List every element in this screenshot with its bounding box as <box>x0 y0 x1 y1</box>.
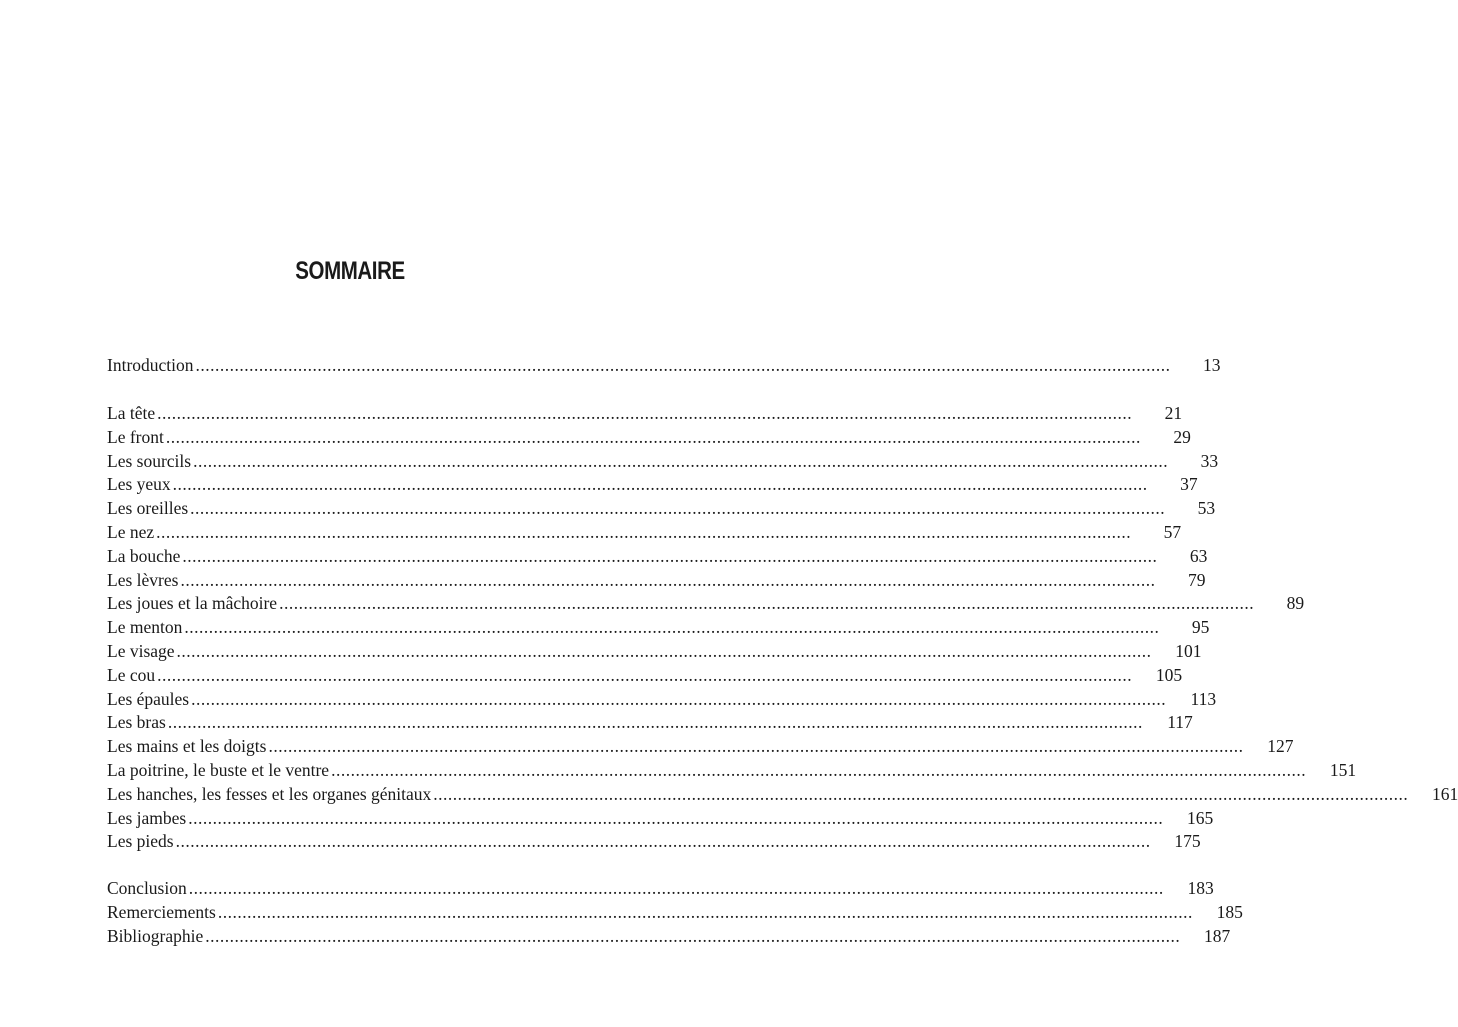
toc-entry <box>107 925 1231 949</box>
toc-dot-leader: ........................................................................................................................................................................................................ <box>217 901 1193 922</box>
toc-dot-leader: ........................................................................................................................................................................................................ <box>190 498 1166 519</box>
toc-entry-label: Remerciements <box>107 901 216 922</box>
toc-entry <box>107 830 1201 854</box>
toc-entry <box>107 426 1191 450</box>
toc-dot-leader: ........................................................................................................................................................................................................ <box>195 355 1171 375</box>
toc-entry <box>107 497 1216 521</box>
toc-dot-leader: ........................................................................................................................................................................................................ <box>184 617 1160 638</box>
toc-entry-label: La poitrine, le buste et le ventre <box>107 759 330 780</box>
toc-entry <box>107 807 1214 831</box>
toc-entry <box>107 688 1217 712</box>
toc-group-introduction <box>107 354 1221 378</box>
toc-entry <box>107 711 1193 735</box>
toc-entry-label: Les bras <box>107 712 166 733</box>
toc-entry-page-number: 161 <box>1432 783 1458 804</box>
toc-entry-page-number: 187 <box>1203 925 1231 946</box>
toc-entry <box>107 640 1202 664</box>
toc-dot-leader: ........................................................................................................................................................................................................ <box>172 474 1148 495</box>
toc-entry-label: Introduction <box>107 355 194 375</box>
toc-dot-leader: ........................................................................................................................................................................................................ <box>191 688 1167 709</box>
toc-dot-leader: ........................................................................................................................................................................................................ <box>188 807 1164 828</box>
toc-entry-label: Le cou <box>107 664 156 685</box>
toc-dot-leader: ........................................................................................................................................................................................................ <box>180 569 1156 590</box>
toc-dot-leader: ........................................................................................................................................................................................................ <box>205 925 1181 946</box>
toc-entry <box>107 877 1214 901</box>
toc-entry-page-number: 37 <box>1180 474 1198 495</box>
toc-entry-page-number: 63 <box>1189 545 1208 566</box>
toc-entry-page-number: 185 <box>1216 901 1243 922</box>
toc-group-chapters <box>107 402 1458 854</box>
toc-entry <box>107 783 1458 807</box>
toc-entry-label: Les joues et la mâchoire <box>107 593 278 614</box>
toc-entry-page-number: 53 <box>1197 498 1216 519</box>
toc-entry-page-number: 21 <box>1164 403 1183 423</box>
toc-entry <box>107 402 1183 426</box>
toc-entry-page-number: 29 <box>1173 426 1191 447</box>
toc-entry-label: Le visage <box>107 640 175 661</box>
toc-entry <box>107 735 1294 759</box>
toc-entry <box>107 521 1182 545</box>
toc-entry-label: Le front <box>107 426 164 447</box>
toc-dot-leader: ........................................................................................................................................................................................................ <box>157 664 1133 685</box>
page-title: SOMMAIRE <box>295 256 405 285</box>
toc-dot-leader: ........................................................................................................................................................................................................ <box>165 426 1141 447</box>
toc-entry-label: Le menton <box>107 617 183 638</box>
toc-dot-leader: ........................................................................................................................................................................................................ <box>176 640 1152 661</box>
toc-entry-page-number: 151 <box>1329 759 1357 780</box>
toc-dot-leader: ........................................................................................................................................................................................................ <box>268 736 1244 757</box>
toc-entry-label: Les hanches, les fesses et les organes génitaux <box>107 783 432 804</box>
toc-group-back-matter <box>107 877 1243 948</box>
toc-entry <box>107 450 1219 474</box>
toc-dot-leader: ........................................................................................................................................................................................................ <box>175 831 1151 852</box>
toc-entry-page-number: 183 <box>1187 878 1214 898</box>
toc-dot-leader: ........................................................................................................................................................................................................ <box>157 403 1133 423</box>
toc-entry-page-number: 33 <box>1200 450 1219 471</box>
toc-entry <box>107 616 1210 640</box>
toc-entry <box>107 901 1243 925</box>
toc-dot-leader: ........................................................................................................................................................................................................ <box>182 545 1158 566</box>
toc-dot-leader: ........................................................................................................................................................................................................ <box>167 712 1143 733</box>
toc-entry-label: Bibliographie <box>107 925 204 946</box>
toc-dot-leader: ........................................................................................................................................................................................................ <box>331 759 1307 780</box>
toc-dot-leader: ........................................................................................................................................................................................................ <box>156 521 1132 542</box>
toc-entry-page-number: 95 <box>1191 617 1210 638</box>
toc-entry-page-number: 79 <box>1187 569 1206 590</box>
toc-entry-page-number: 101 <box>1175 640 1202 661</box>
toc-entry-page-number: 165 <box>1186 807 1214 828</box>
toc-entry-label: Le nez <box>107 521 155 542</box>
toc-entry <box>107 545 1208 569</box>
toc-entry-page-number: 57 <box>1163 521 1182 542</box>
toc-entry-page-number: 13 <box>1203 355 1221 375</box>
toc-entry-label: Les épaules <box>107 688 190 709</box>
toc-dot-leader: ........................................................................................................................................................................................................ <box>193 450 1169 471</box>
toc-entry-label: Les mains et les doigts <box>107 736 267 757</box>
toc-entry-label: Les oreilles <box>107 498 189 519</box>
toc-entry-label: Les yeux <box>107 474 171 495</box>
toc-entry <box>107 473 1198 497</box>
toc-entry-label: Conclusion <box>107 878 187 898</box>
toc-entry-page-number: 127 <box>1267 736 1294 757</box>
toc-entry <box>107 592 1305 616</box>
toc-entry <box>107 354 1221 378</box>
toc-entry <box>107 759 1357 783</box>
toc-entry-label: Les pieds <box>107 831 174 852</box>
toc-entry-label: Les lèvres <box>107 569 179 590</box>
toc-entry-page-number: 175 <box>1174 831 1201 852</box>
toc-dot-leader: ........................................................................................................................................................................................................ <box>279 593 1255 614</box>
toc-entry <box>107 569 1206 593</box>
toc-entry-label: Les jambes <box>107 807 187 828</box>
toc-entry-label: La tête <box>107 403 156 423</box>
toc-entry-label: Les sourcils <box>107 450 192 471</box>
toc-entry-label: La bouche <box>107 545 181 566</box>
toc-dot-leader: ........................................................................................................................................................................................................ <box>188 878 1164 898</box>
toc-entry-page-number: 113 <box>1190 688 1217 709</box>
toc-entry-page-number: 89 <box>1286 593 1305 614</box>
toc-entry-page-number: 117 <box>1167 712 1193 733</box>
toc-entry-page-number: 105 <box>1155 664 1183 685</box>
toc-dot-leader: ........................................................................................................................................................................................................ <box>433 783 1409 804</box>
toc-entry <box>107 664 1183 688</box>
